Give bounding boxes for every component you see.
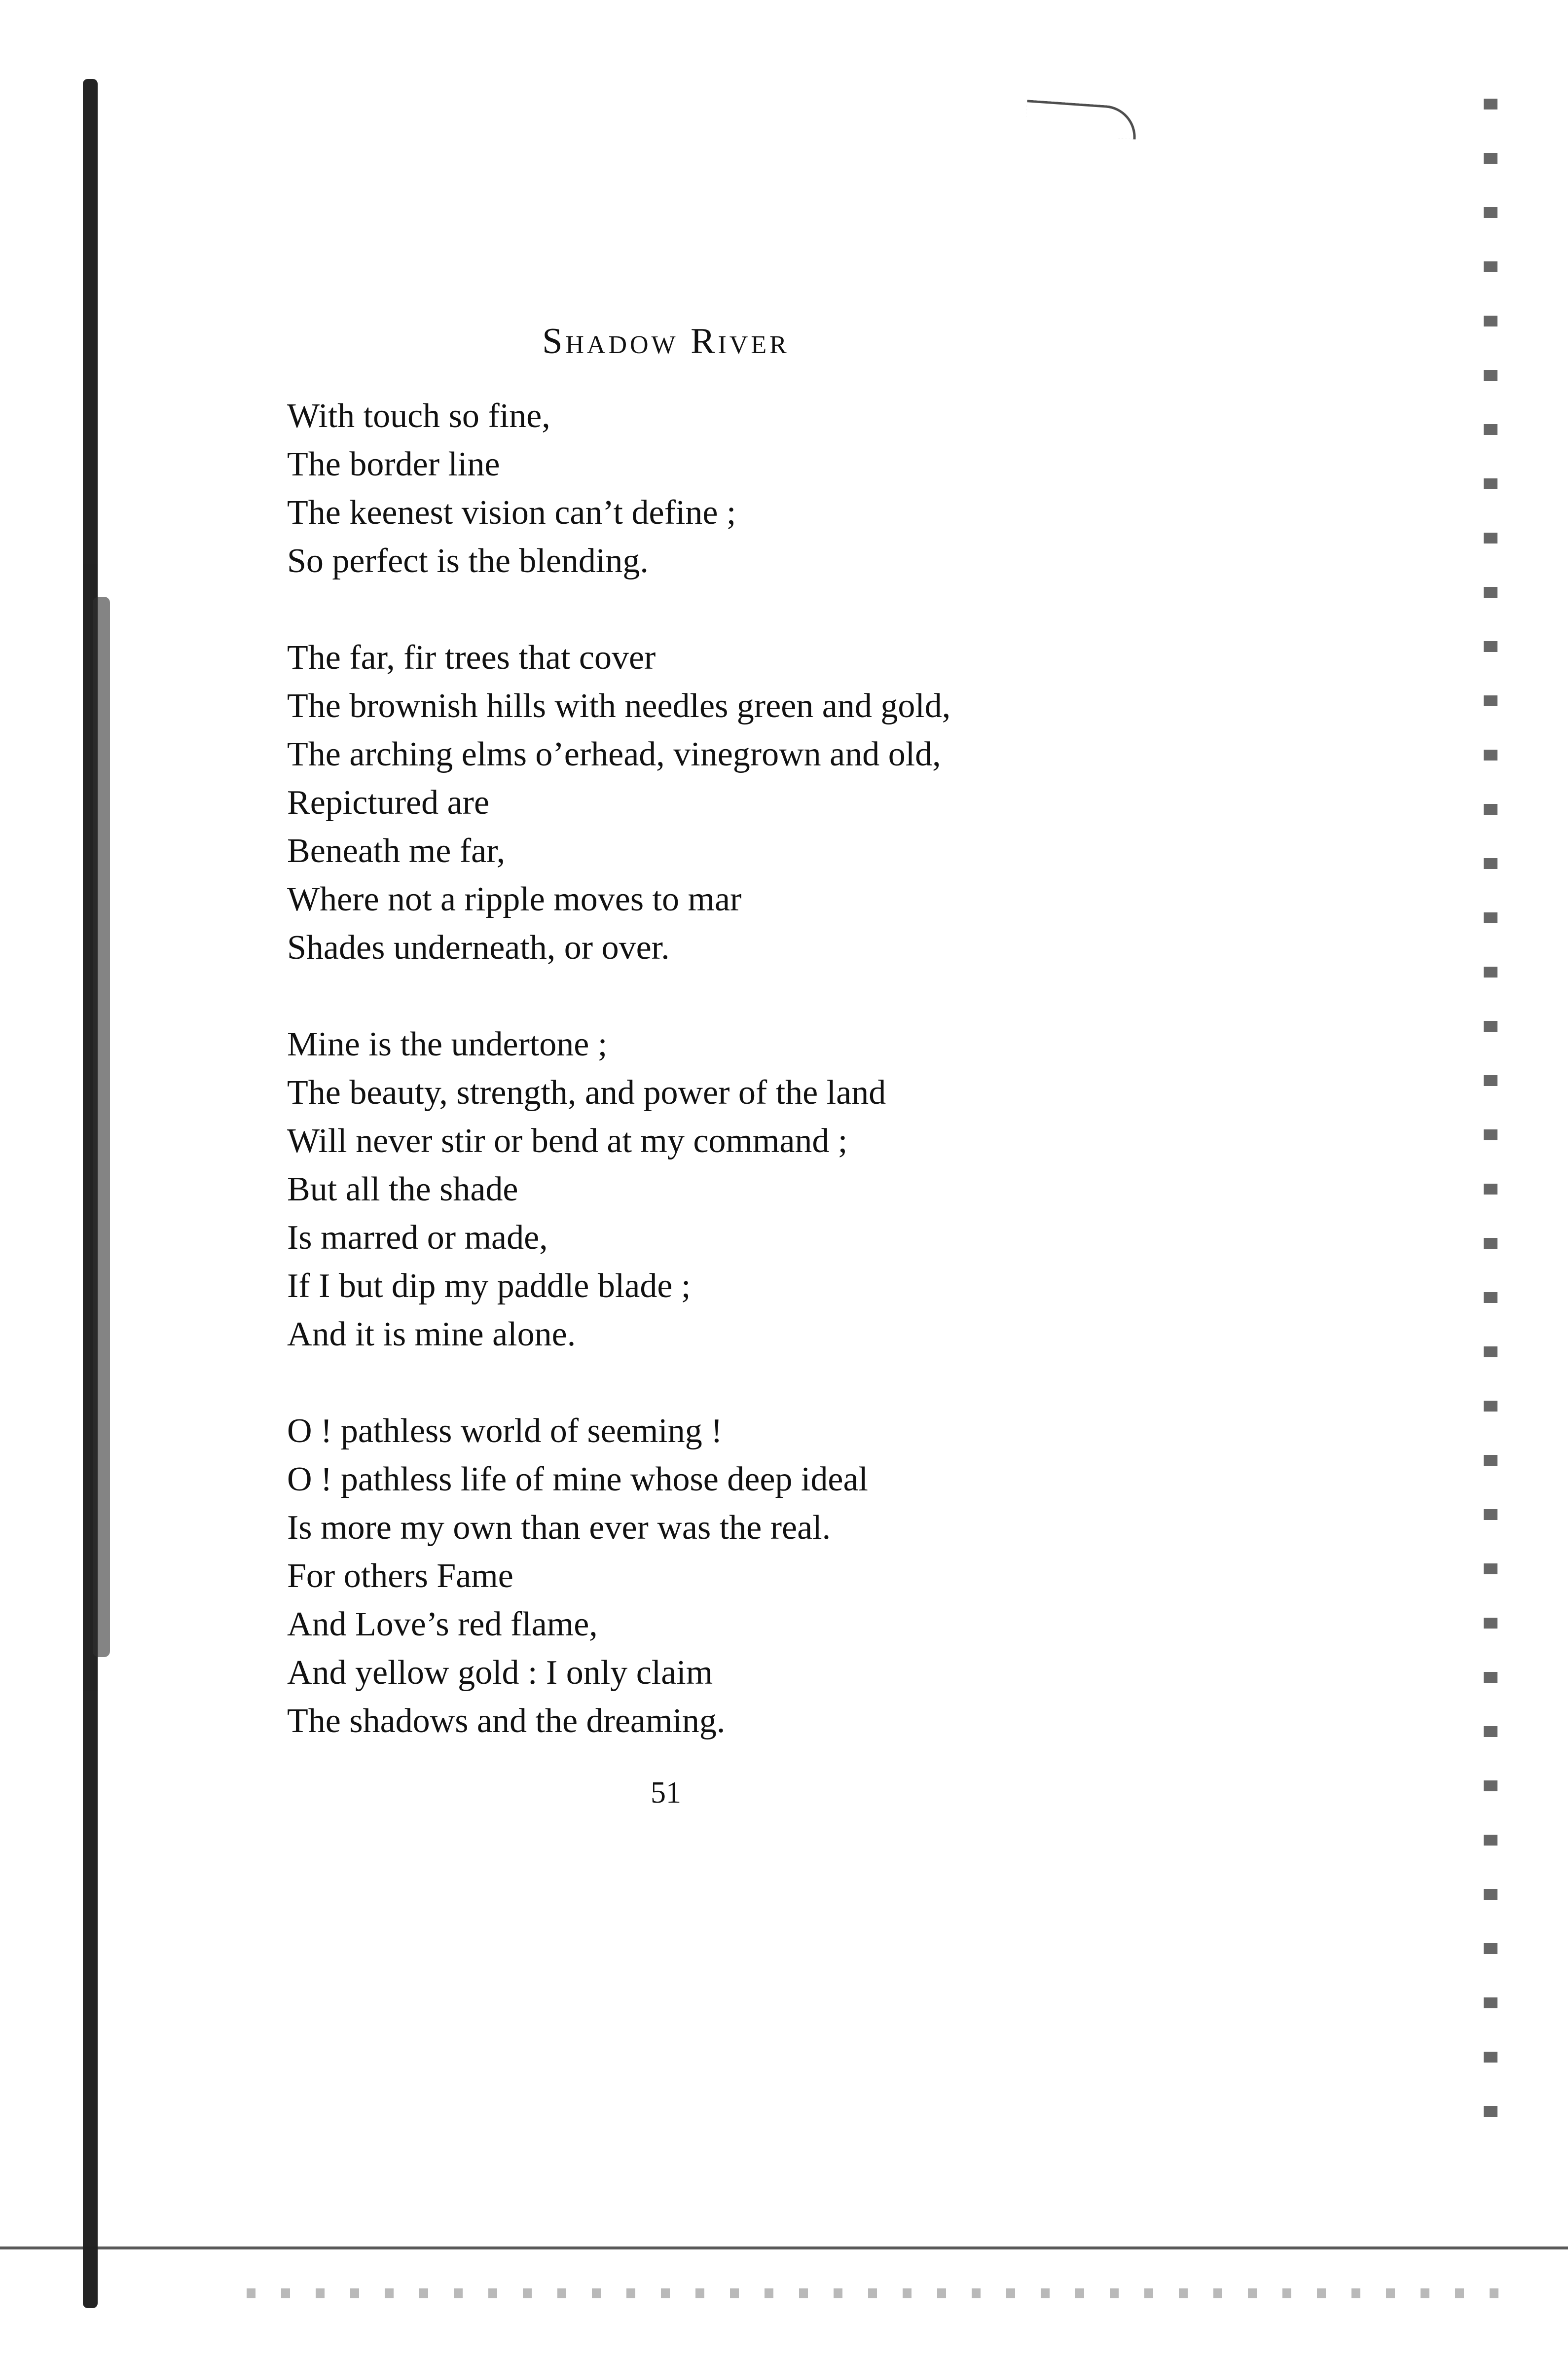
poem-line: O ! pathless life of mine whose deep ideal — [287, 1460, 868, 1498]
stanza-3 — [287, 1020, 1274, 1359]
poem-line: Will never stir or bend at my command ; — [287, 1122, 848, 1160]
poem-line: The far, fir trees that cover — [287, 639, 656, 677]
stanza-1 — [287, 392, 1274, 585]
poem-line: The border line — [287, 445, 500, 483]
poem-line: Is more my own than ever was the real. — [287, 1509, 831, 1547]
poem-line: Shades underneath, or over. — [287, 929, 670, 967]
poem-line: With touch so fine, — [287, 397, 550, 435]
poem-line: The brownish hills with needles green and gold, — [287, 687, 951, 725]
poem-line: The arching elms o’erhead, vinegrown and old, — [287, 735, 941, 773]
poem-line: Beneath me far, — [287, 832, 506, 870]
poem-line: The shadows and the dreaming. — [287, 1702, 726, 1740]
poem-line: The beauty, strength, and power of the land — [287, 1074, 886, 1112]
poem-line: And yellow gold : I only claim — [287, 1654, 713, 1692]
stanza-2 — [287, 634, 1274, 972]
poem-line: And Love’s red flame, — [287, 1605, 598, 1643]
scan-bottom-noise — [247, 2288, 1504, 2298]
poem-line: And it is mine alone. — [287, 1315, 576, 1353]
poem-line: Is marred or made, — [287, 1219, 548, 1257]
scan-binding-edge — [83, 79, 98, 2308]
scan-bottom-edge — [0, 2246, 1568, 2249]
poem-line: If I but dip my paddle blade ; — [287, 1267, 691, 1305]
poem-line: Repictured are — [287, 784, 490, 822]
poem-line: O ! pathless world of seeming ! — [287, 1412, 723, 1450]
poem-line: But all the shade — [287, 1170, 518, 1208]
page-number: 51 — [651, 1776, 681, 1810]
poem-line: So perfect is the blending. — [287, 542, 649, 580]
poem-line: Where not a ripple moves to mar — [287, 880, 742, 918]
poem-title: Shadow River — [542, 321, 790, 362]
scan-scratch-mark — [1025, 100, 1138, 140]
poem-line: The keenest vision can’t define ; — [287, 494, 736, 532]
poem-line: Mine is the undertone ; — [287, 1025, 608, 1063]
poem-line: For others Fame — [287, 1557, 513, 1595]
scan-right-edge — [1484, 99, 1497, 2160]
stanza-4 — [287, 1407, 1274, 1745]
poem-body — [287, 392, 1274, 1794]
